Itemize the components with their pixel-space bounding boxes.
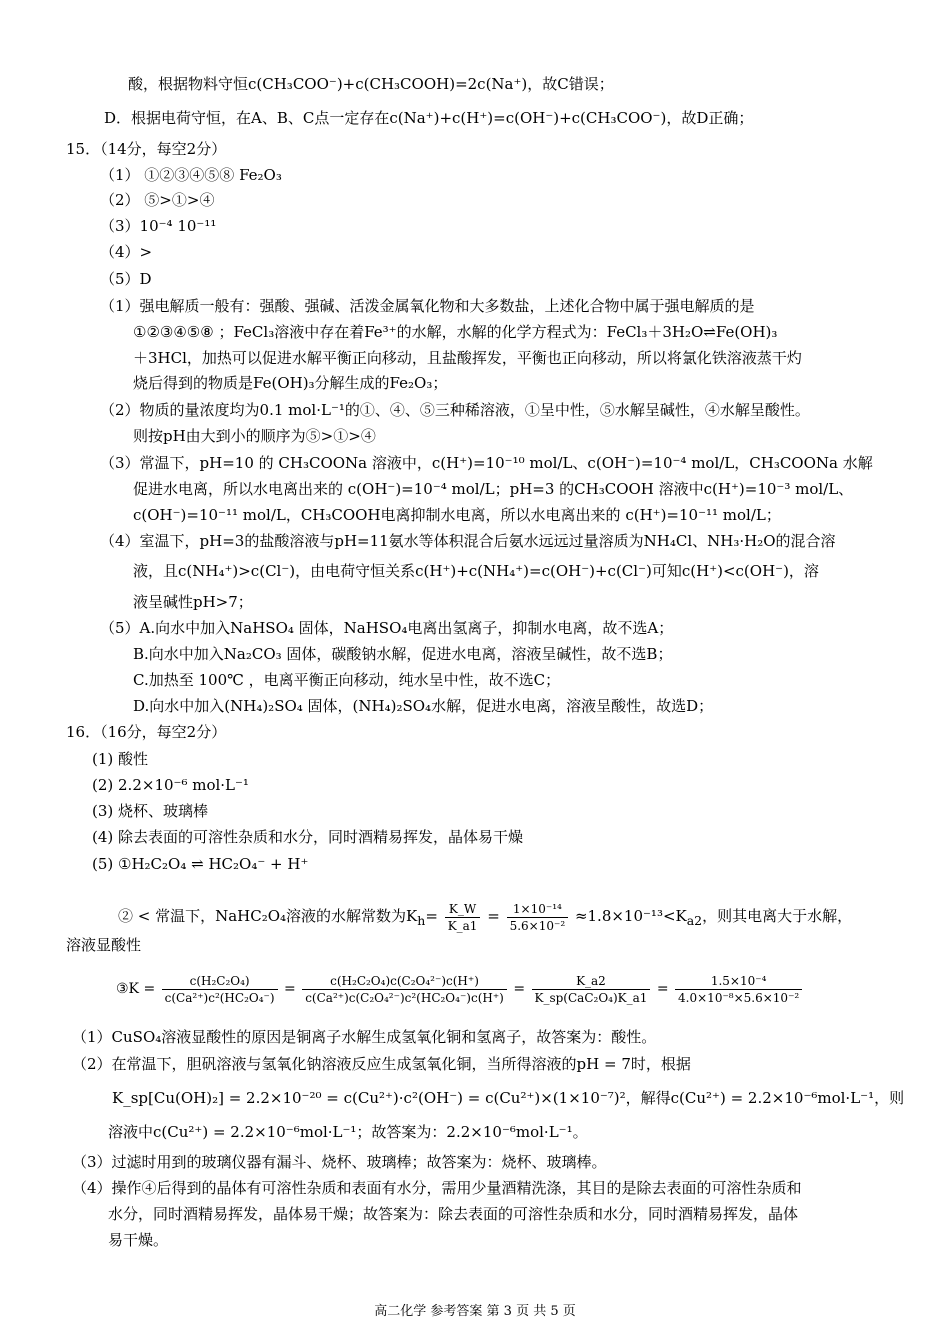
- text-line: D．根据电荷守恒，在A、B、C点一定存在c(Na⁺)+c(H⁺)=c(OH⁻)+c(CH₃COO⁻)，故D正确；: [104, 109, 754, 127]
- text-line: 易干燥。: [108, 1231, 169, 1249]
- text-line: 促进水电离，所以水电离出来的 c(OH⁻)=10⁻⁴ mol/L；pH=3 的CH₃COOH 溶液中c(H⁺)=10⁻³ mol/L、: [133, 480, 854, 498]
- text-span: ，则其电离大于水解，: [702, 907, 853, 925]
- numerator: 1×10⁻¹⁴: [507, 901, 569, 918]
- text-span: ③K =: [116, 981, 156, 997]
- fraction: [675, 973, 802, 1006]
- answer-line: （5）D: [100, 270, 152, 288]
- text-line: 烧后得到的物质是Fe(OH)₃分解生成的Fe₂O₃；: [133, 374, 448, 392]
- hydrolysis-constant-line: ② < 常温下，NaHC₂O₄溶液的水解常数为$K_h=$ $\frac{K\_W}{K\_a1}$ = $\frac{\text{1×10⁻¹⁴}}{\text{5.6×10⁻²}}$ $\approx 1.8\times 10^{-13}<K_{a2}$，则其电离大于水解，: [118, 901, 853, 933]
- text-span: ② < 常温下，NaHC₂O₄溶液的水解常数为K: [118, 907, 418, 925]
- text-line: D.向水中加入(NH₄)₂SO₄ 固体，(NH₄)₂SO₄水解，促进水电离，溶液呈酸性，故选D；: [133, 697, 714, 715]
- text-line: （3）过滤时用到的玻璃仪器有漏斗、烧杯、玻璃棒；故答案为：烧杯、玻璃棒。: [72, 1153, 607, 1171]
- answer-line: (5) ①H₂C₂O₄ ⇌ HC₂O₄⁻ + H⁺: [92, 855, 309, 873]
- numerator: 1.5×10⁻⁴: [675, 973, 802, 990]
- fraction: [532, 973, 651, 1006]
- text-line: 溶液显酸性: [66, 936, 142, 954]
- subscript: a2: [686, 913, 703, 928]
- text-line: 溶液中c(Cu²⁺) = 2.2×10⁻⁶mol·L⁻¹；故答案为：2.2×10⁻⁶mol·L⁻¹。: [108, 1123, 588, 1141]
- fraction: [162, 973, 278, 1006]
- answer-line: （3）10⁻⁴ 10⁻¹¹: [100, 217, 217, 235]
- denominator: c(Ca²⁺)c²(HC₂O₄⁻): [164, 990, 275, 1005]
- text-line: （1）强电解质一般有：强酸、强碱、活泼金属氧化物和大多数盐，上述化合物中属于强电解质的是: [100, 297, 755, 315]
- text-line: C.加热至 100℃ ，电离平衡正向移动，纯水呈中性，故不选C；: [133, 671, 561, 689]
- fraction: [507, 901, 569, 934]
- text-line: 则按pH由大到小的顺序为⑤>①>④: [133, 427, 376, 445]
- text-line: c(OH⁻)=10⁻¹¹ mol/L，CH₃COOH电离抑制水电离，所以水电离出来的 c(H⁺)=10⁻¹¹ mol/L；: [133, 506, 781, 524]
- answer-line: (2) 2.2×10⁻⁶ mol·L⁻¹: [92, 776, 249, 794]
- text-span: ≈1.8×10⁻¹³<K: [574, 907, 687, 925]
- denominator: 5.6×10⁻²: [509, 918, 566, 933]
- equilibrium-constant-line: ③K = $\frac{\text{c(H₂C₂O₄)}}{\text{c(Ca²⁺)c²(HC₂O₄⁻)}}$ = $\frac{\text{c(H₂C₂O₄)c(C₂O₄²⁻)c(H⁺)}}{\text{c(Ca²⁺)c(C₂O₄²⁻)c²(HC₂O₄⁻)c(H⁺)}}$ = $\frac{K\_a2}{\text{K\_sp(CaC₂O₄)K\_a1}}$ = $\frac{\text{1.5×10⁻⁴}}{\text{4.0×10⁻⁸×5.6×10⁻²}}$: [116, 967, 804, 1011]
- denominator: K_a1: [447, 918, 478, 933]
- text-line: （5）A.向水中加入NaHSO₄ 固体，NaHSO₄电离出氢离子，抑制水电离，故不选A；: [100, 619, 674, 637]
- question-heading: 15．（14分，每空2分）: [66, 140, 227, 158]
- subscript: h: [417, 913, 426, 928]
- text-line: K_sp[Cu(OH)₂] = 2.2×10⁻²⁰ = c(Cu²⁺)·c²(OH⁻) = c(Cu²⁺)×(1×10⁻⁷)²，解得c(Cu²⁺) = 2.2×10⁻⁶mol·L⁻¹，则: [112, 1089, 905, 1107]
- text-line: 液呈碱性pH>7；: [133, 593, 253, 611]
- text-line: 水分，同时酒精易挥发，晶体易干燥；故答案为：除去表面的可溶性杂质和水分，同时酒精易挥发，晶体: [108, 1205, 799, 1223]
- text-line: ＋3HCl，加热可以促进水解平衡正向移动，且盐酸挥发，平衡也正向移动，所以将氯化铁溶液蒸干灼: [133, 349, 802, 367]
- page-footer: 高二化学 参考答案 第 3 页 共 5 页: [374, 1304, 576, 1319]
- denominator: K_sp(CaC₂O₄)K_a1: [534, 990, 648, 1005]
- text-line: （4）室温下，pH=3的盐酸溶液与pH=11氨水等体积混合后氨水远远过量溶质为NH₄Cl、NH₃·H₂O的混合溶: [100, 532, 836, 550]
- fraction: [302, 973, 507, 1006]
- numerator: c(H₂C₂O₄)c(C₂O₄²⁻)c(H⁺): [302, 973, 507, 990]
- text-line: （3）常温下，pH=10 的 CH₃COONa 溶液中，c(H⁺)=10⁻¹⁰ mol/L、c(OH⁻)=10⁻⁴ mol/L，CH₃COONa 水解: [100, 454, 873, 472]
- text-line: （2）物质的量浓度均为0.1 mol·L⁻¹的①、④、⑤三种稀溶液，①呈中性，⑤水解呈碱性，④水解呈酸性。: [100, 401, 810, 419]
- text-span: =: [425, 907, 438, 925]
- text-line: 液，且c(NH₄⁺)>c(Cl⁻)，由电荷守恒关系c(H⁺)+c(NH₄⁺)=c(OH⁻)+c(Cl⁻)可知c(H⁺)<c(OH⁻)，溶: [133, 562, 819, 580]
- question-heading: 16．（16分，每空2分）: [66, 723, 227, 741]
- text-line: 酸，根据物料守恒c(CH₃COO⁻)+c(CH₃COOH)=2c(Na⁺)，故C错误；: [128, 75, 614, 93]
- answer-line: (4) 除去表面的可溶性杂质和水分，同时酒精易挥发，晶体易干燥: [92, 828, 524, 846]
- answer-line: (1) 酸性: [92, 750, 149, 768]
- text-line: ①②③④⑤⑧ ；FeCl₃溶液中存在着Fe³⁺的水解，水解的化学方程式为：FeCl₃＋3H₂O⇌Fe(OH)₃: [133, 323, 778, 341]
- text-line: （4）操作④后得到的晶体有可溶性杂质和表面有水分，需用少量酒精洗涤，其目的是除去表面的可溶性杂质和: [72, 1179, 802, 1197]
- answer-line: （2） ⑤>①>④: [100, 191, 215, 209]
- denominator: 4.0×10⁻⁸×5.6×10⁻²: [678, 990, 800, 1005]
- numerator: c(H₂C₂O₄): [162, 973, 278, 990]
- text-line: （1）CuSO₄溶液显酸性的原因是铜离子水解生成氢氧化铜和氢离子，故答案为：酸性。: [72, 1028, 657, 1046]
- denominator: c(Ca²⁺)c(C₂O₄²⁻)c²(HC₂O₄⁻)c(H⁺): [305, 990, 504, 1005]
- fraction: [445, 901, 481, 934]
- numerator: K_a2: [532, 973, 651, 990]
- text-line: B.向水中加入Na₂CO₃ 固体，碳酸钠水解，促进水电离，溶液呈碱性，故不选B；: [133, 645, 673, 663]
- numerator: K_W: [445, 901, 481, 918]
- answer-line: （4）>: [100, 243, 153, 261]
- answer-line: （1） ①②③④⑤⑧ Fe₂O₃: [100, 166, 282, 184]
- answer-line: (3) 烧杯、玻璃棒: [92, 802, 209, 820]
- text-line: （2）在常温下，胆矾溶液与氢氧化钠溶液反应生成氢氧化铜，当所得溶液的pH = 7时，根据: [72, 1055, 691, 1073]
